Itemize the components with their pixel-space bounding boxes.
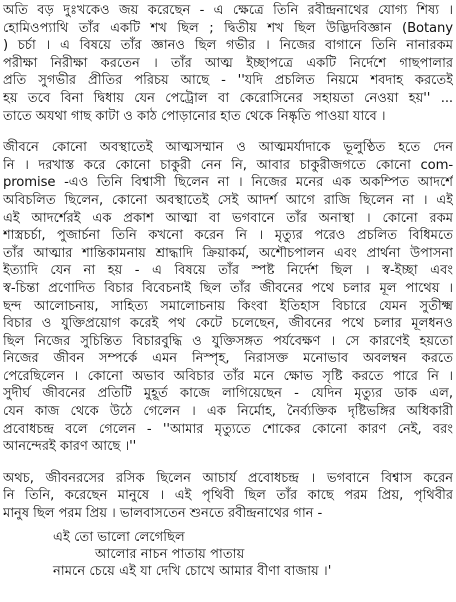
text-line: স্ব-চিন্তা প্রণোদিত বিচার বিবেচনাই ছিল তাঁর জীবনের পথে চলার মূল পাথেয় । — [3, 280, 453, 296]
text-line: মানুষ ছিল পরম প্রিয় । ভালবাসতেন শুনতে রবীন্দ্রনাথের গান - — [3, 506, 323, 522]
text-line: ইত্যাদি যেন না হয় - এ বিষয়ে তাঁর স্পষ্ট নির্দেশ ছিল । স্ব-ইচ্ছা এবং — [3, 263, 453, 279]
text-line: জীবনে কোনো অবস্থাতেই আত্মসম্মান ও আত্মমর্যাদাকে ভূলুণ্ঠিত হতে দেন — [3, 140, 453, 156]
text-line: আনন্দেরই কারণ আছে ।'' — [3, 439, 137, 455]
text-line: নি । দরখাস্ত করে কোনো চাকুরী নেন নি, আবার চাকুরীজগতে কোনো com- — [3, 157, 453, 173]
text-line: অতি বড় দুঃখকেও জয় করেছেন - এ ক্ষেত্রে তিনি রবীন্দ্রনাথের যোগ্য শিষ্য । — [3, 3, 453, 18]
text-line: নি তিনি, করেছেন মানুষে । এই পৃথিবী ছিল তাঁর কাছে পরম প্রিয়, পৃথিবীর — [3, 488, 453, 504]
text-line: প্রতি সুগভীর প্রীতির পরিচয় আছে - ''যদি প্রচলিত নিয়মে শবদাহ করতেই — [3, 73, 453, 89]
text-line: নিজের জীবন সম্পর্কে এমন নিস্পৃহ, নিরাসক্ত মনোভাব অবলম্বন করতে — [3, 351, 453, 367]
paragraph-gap — [3, 125, 453, 139]
paragraph-3 — [3, 470, 453, 523]
paragraph-2 — [3, 139, 453, 456]
text-line: সুদীর্ঘ জীবনের প্রতিটি মুহূর্ত কাজে লাগিয়েছেন - যেদিন মৃত্যুর ডাক এল, — [3, 386, 453, 402]
text-line: বিচার ও যুক্তিপ্রয়োগ করেই পথ কেটে চলেছেন, জীবনের পথে চলার মূলধনও — [3, 316, 453, 332]
text-line: যেন কাজ থেকে উঠে গেলেন । এক নির্মোহ, নৈর্ব্যক্তিক দৃষ্টিভঙ্গির অধিকারী — [3, 404, 453, 420]
text-line: প্রবোধচন্দ্র বলে গেলেন - ''আমার মৃত্যুতে শোকের কোনো কারণ নেই, বরং — [3, 421, 453, 437]
song-line: আলোর নাচন পাতায় পাতায় — [95, 546, 245, 562]
text-line: পেরেছিলেন । কোনো অভাব অবিচার তাঁর মনে ক্ষোভ সৃষ্টি করতে পারে নি । — [3, 368, 453, 384]
text-line: promise -এও তিনি বিশ্বাসী ছিলেন না । নিজের মনের এক অকম্পিত আদর্শে — [3, 175, 453, 191]
song-quote — [3, 529, 453, 580]
text-line: হয় তবে বিনা দ্বিধায় যেন পেট্রোল বা কেরোসিনের সহায়তা নেওয়া হয়'' ... — [3, 90, 453, 106]
document-page — [3, 2, 453, 600]
text-line: ছন্দ আলোচনায়, সাহিত্য সমালোচনায় কিংবা ইতিহাস বিচারে যেমন সুতীক্ষ্ম — [3, 298, 453, 314]
text-line: তাতে অযথা গাছ কাটা ও কাঠ পোড়ানোর হাত থেকে নিষ্কৃতি পাওয়া যাবে । — [3, 108, 386, 124]
text-line: তাঁর আত্মার শান্তিকামনায় শ্রাদ্ধাদি ক্রিয়াকর্ম, অশৌচপালন এবং প্রার্থনা উপাসনা — [3, 245, 453, 261]
text-line: হোমিওপ্যাথি তাঁর একটি শখ ছিল ; দ্বিতীয় শখ ছিল উদ্ভিদবিজ্ঞান (Botany — [3, 20, 453, 36]
paragraph-gap — [3, 456, 453, 470]
song-line: নামনে চেয়ে এই যা দেখি চোখে আমার বীণা বাজায় ।' — [53, 563, 332, 579]
paragraph-1 — [3, 2, 453, 125]
text-line: এই আদর্শেরই এক প্রকাশ আত্মা বা ভগবানে তাঁর অনাস্থা । কোনো রকম — [3, 210, 453, 226]
song-line: এই তো ভালো লেগেছিল — [53, 529, 185, 545]
text-line: শাস্ত্রচর্চা, পুজার্চনা তিনি কখনো করেন নি । মৃত্যুর পরেও প্রচলিত বিধিমতে — [3, 228, 453, 244]
text-line: অবিচলিত ছিলেন, কোনো অবস্থাতেই সেই আদর্শ আগে রাজি ছিলেন না । এই — [3, 192, 453, 208]
text-line: ছিল নিজের সুচিন্তিত বিচারবুদ্ধি ও যুক্তিসঙ্গত পর্যবেক্ষণ । সে কারণেই হয়তো — [3, 333, 453, 349]
text-line: অথচ, জীবনরসের রসিক ছিলেন আচার্য প্রবোধচন্দ্র । ভগবানে বিশ্বাস করেন — [3, 470, 453, 486]
text-line: ) চর্চা । এ বিষয়ে তাঁর জ্ঞানও ছিল গভীর । নিজের বাগানে তিনি নানারকম — [3, 38, 453, 54]
text-line: পরীক্ষা নিরীক্ষা করতেন । তাঁর আত্ম ইচ্ছাপত্রে একটি নির্দেশে গাছপালার — [3, 55, 453, 71]
